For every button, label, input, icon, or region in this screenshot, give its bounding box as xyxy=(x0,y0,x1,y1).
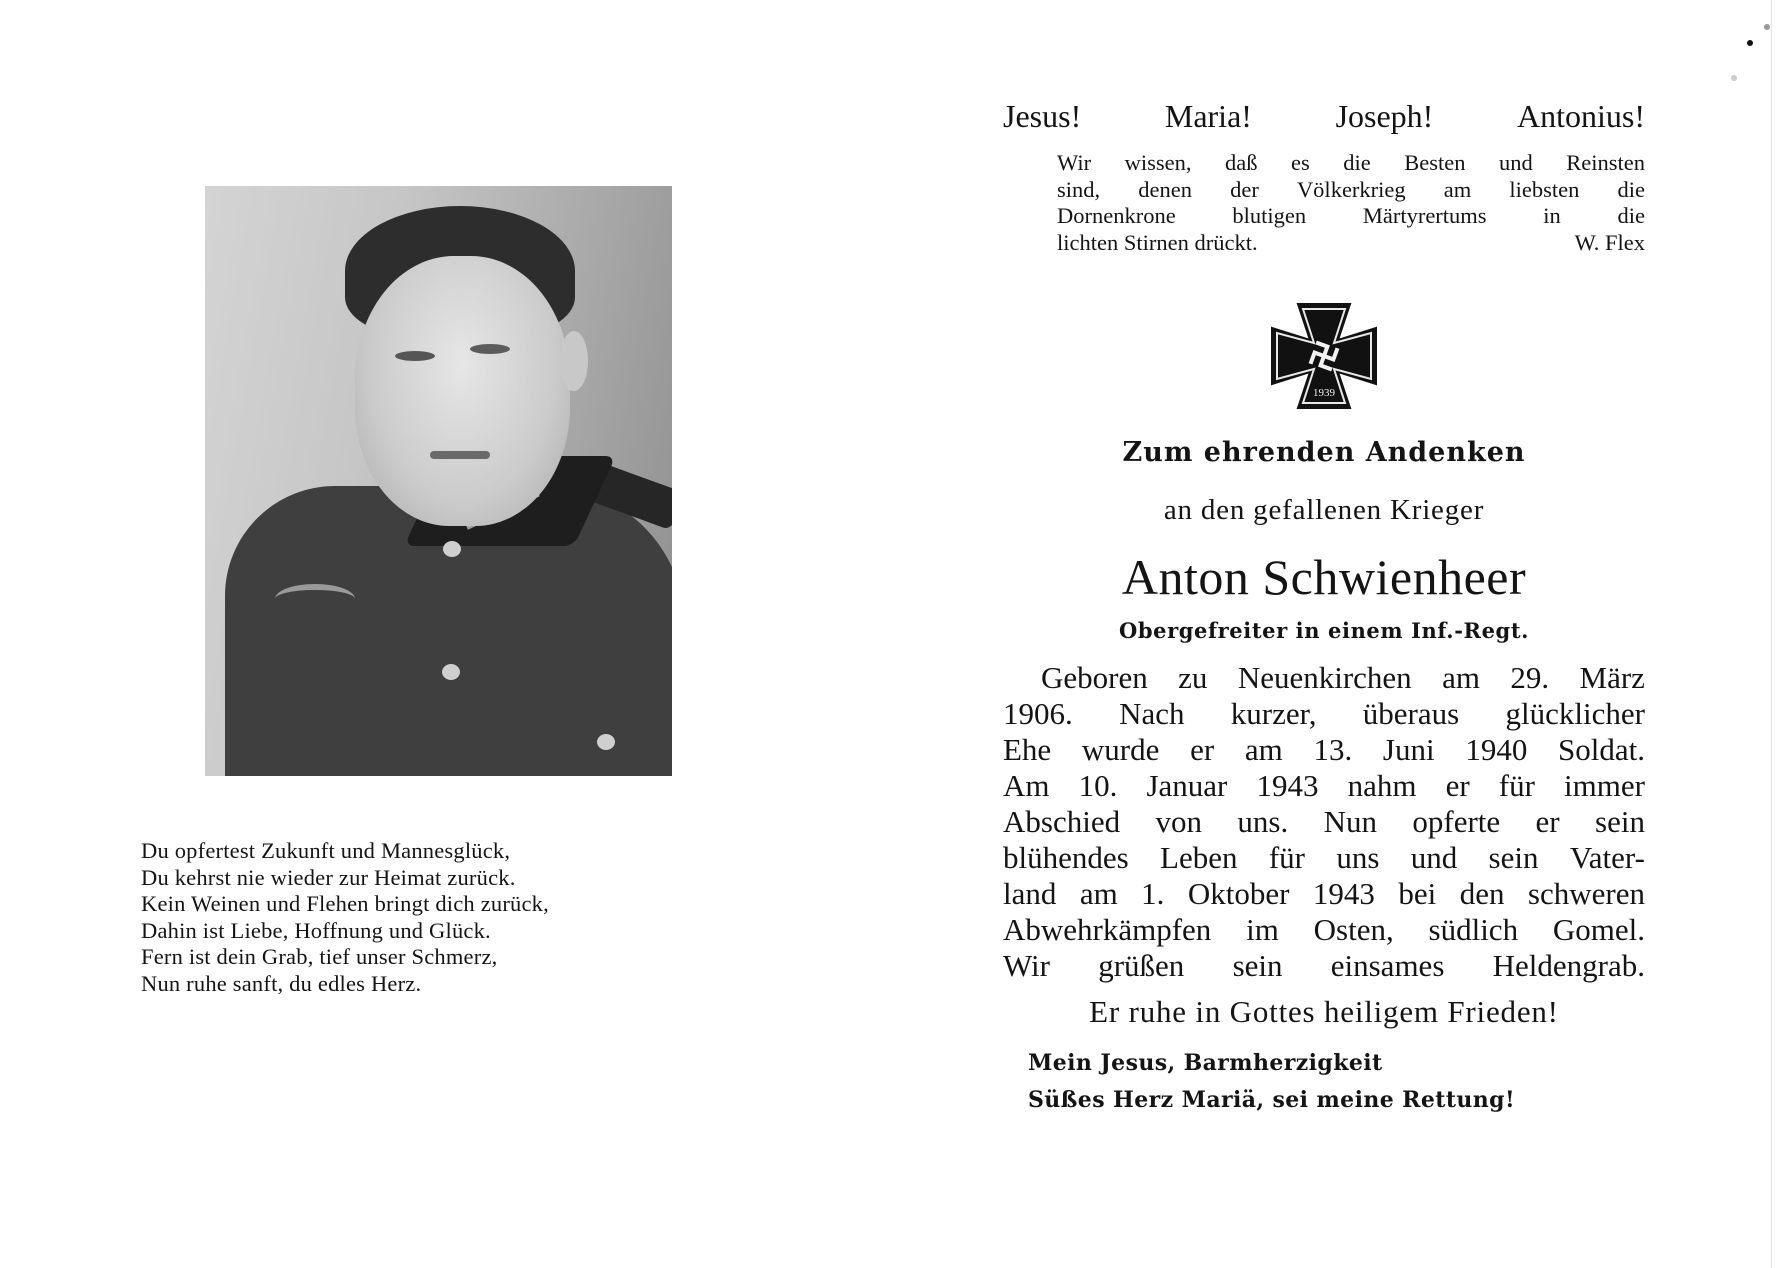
word: am xyxy=(1244,732,1283,767)
memorial-poem xyxy=(141,838,761,998)
poem-line: Nun ruhe sanft, du edles Herz. xyxy=(141,970,422,996)
biography xyxy=(1003,660,1645,984)
word: Januar xyxy=(1146,768,1228,803)
word: sein xyxy=(1595,804,1645,839)
word: 10. xyxy=(1078,768,1118,803)
word: die xyxy=(1617,176,1645,202)
quote-last-line: lichten Stirnen drückt. xyxy=(1057,229,1258,255)
biography-line xyxy=(1003,768,1645,804)
word: am xyxy=(1079,876,1118,911)
word: Leben xyxy=(1160,840,1238,875)
word: denen xyxy=(1138,176,1192,202)
word: der xyxy=(1230,176,1259,202)
word: 1943 xyxy=(1256,768,1319,803)
ink-speck xyxy=(1764,24,1770,30)
word: uns xyxy=(1336,840,1380,875)
word: 1940 xyxy=(1465,732,1528,767)
closing-blessing: Er ruhe in Gottes heiligem Frieden! xyxy=(1089,994,1559,1029)
word: Ehe xyxy=(1003,732,1052,767)
invocation-word: Antonius! xyxy=(1516,98,1645,134)
word: Besten xyxy=(1404,150,1466,175)
tunic-button xyxy=(597,734,615,750)
soldier-portrait-photo xyxy=(205,186,672,776)
word: 29. xyxy=(1510,660,1550,695)
military-rank: Obergefreiter in einem Inf.-Regt. xyxy=(1118,618,1530,643)
poem-line: Du kehrst nie wieder zur Heimat zurück. xyxy=(141,864,516,890)
poem-line: Dahin ist Liebe, Hoffnung und Glück. xyxy=(141,917,491,943)
page-edge xyxy=(1771,0,1772,1268)
quote-line xyxy=(1057,230,1645,257)
word: Nach xyxy=(1119,696,1185,731)
word: für xyxy=(1268,840,1305,875)
word: uns. xyxy=(1237,804,1289,839)
mouth xyxy=(430,451,490,459)
word: Gomel. xyxy=(1552,912,1645,947)
word: wissen, xyxy=(1124,150,1192,175)
eye-right xyxy=(470,344,510,354)
word: er xyxy=(1445,768,1470,803)
prayer-line: Mein Jesus, Barmherzigkeit xyxy=(1028,1050,1383,1076)
tunic-button xyxy=(442,664,460,680)
breast-eagle-insignia xyxy=(275,584,355,614)
word: im xyxy=(1246,912,1279,947)
word: Juni xyxy=(1382,732,1435,767)
word: sein xyxy=(1488,840,1539,875)
word: südlich xyxy=(1428,912,1519,947)
word: wurde xyxy=(1081,732,1160,767)
word: Neuenkirchen xyxy=(1237,660,1412,695)
cross-year: 1939 xyxy=(1313,387,1335,399)
iron-cross-icon xyxy=(1268,300,1380,412)
word: Am xyxy=(1003,768,1050,803)
word: glücklicher xyxy=(1505,696,1645,731)
deceased-name: Anton Schwienheer xyxy=(1121,549,1527,605)
word: den xyxy=(1459,876,1505,911)
biography-line xyxy=(1003,696,1645,732)
word: Vater- xyxy=(1569,840,1645,875)
word: Abschied xyxy=(1003,804,1121,839)
word: Reinsten xyxy=(1566,150,1645,175)
word: Soldat. xyxy=(1558,732,1645,767)
word: immer xyxy=(1564,768,1645,803)
word: Heldengrab. xyxy=(1492,948,1645,983)
word: sein xyxy=(1232,948,1283,983)
word: zu xyxy=(1178,660,1208,695)
biography-line xyxy=(1003,660,1645,696)
word: am xyxy=(1443,176,1472,202)
word: er xyxy=(1190,732,1215,767)
biography-line xyxy=(1003,948,1645,984)
word: Dornenkrone xyxy=(1057,203,1176,228)
ink-speck xyxy=(1747,40,1753,46)
flex-quote xyxy=(1057,150,1645,256)
prayers xyxy=(1028,1045,1628,1119)
word: Nun xyxy=(1323,804,1377,839)
poem-line: Du opfertest Zukunft und Mannesglück, xyxy=(141,838,511,863)
quote-line xyxy=(1057,150,1645,177)
word: 13. xyxy=(1313,732,1353,767)
word: es xyxy=(1290,150,1310,175)
memorial-subheading: an den gefallenen Krieger xyxy=(1163,494,1485,526)
prayer-line: Süßes Herz Mariä, sei meine Rettung! xyxy=(1028,1087,1516,1113)
word: einsames xyxy=(1330,948,1445,983)
word: sind, xyxy=(1057,176,1101,202)
word: 1943 xyxy=(1312,876,1375,911)
memorial-heading: Zum ehrenden Andenken xyxy=(1122,437,1526,468)
word: in xyxy=(1543,203,1561,228)
face xyxy=(355,256,570,526)
word: schweren xyxy=(1527,876,1645,911)
ink-speck xyxy=(1731,75,1737,81)
word: grüßen xyxy=(1098,948,1185,983)
word: opferte xyxy=(1412,804,1501,839)
word: daß xyxy=(1224,150,1258,175)
word: bei xyxy=(1398,876,1437,911)
biography-line xyxy=(1003,912,1645,948)
word: kurzer, xyxy=(1230,696,1317,731)
word: für xyxy=(1498,768,1535,803)
word: Märtyrertums xyxy=(1362,203,1487,228)
word: er xyxy=(1535,804,1560,839)
word: überaus xyxy=(1362,696,1460,731)
invocation-word: Jesus! xyxy=(1003,98,1082,134)
word: am xyxy=(1442,660,1480,695)
iron-cross-emblem xyxy=(1268,300,1380,412)
word: und xyxy=(1498,150,1533,175)
word: die xyxy=(1617,203,1645,228)
word: land xyxy=(1003,876,1057,911)
biography-line xyxy=(1003,876,1645,912)
word: von xyxy=(1155,804,1202,839)
word: Geboren xyxy=(1041,660,1148,695)
word: und xyxy=(1410,840,1458,875)
word: 1. xyxy=(1141,876,1165,911)
word: März xyxy=(1579,660,1645,695)
word: 1906. xyxy=(1003,696,1073,731)
word: nahm xyxy=(1347,768,1417,803)
tunic-button xyxy=(443,541,461,557)
word: Oktober xyxy=(1187,876,1290,911)
biography-line xyxy=(1003,804,1645,840)
word: die xyxy=(1343,150,1371,175)
quote-line xyxy=(1057,177,1645,204)
word: Wir xyxy=(1057,150,1092,175)
invocation-line xyxy=(1003,96,1645,136)
word: Abwehrkämpfen xyxy=(1003,912,1212,947)
invocation-word: Maria! xyxy=(1164,98,1252,134)
poem-line: Fern ist dein Grab, tief unser Schmerz, xyxy=(141,944,498,970)
poem-line: Kein Weinen und Flehen bringt dich zurück, xyxy=(141,891,549,917)
quote-author: W. Flex xyxy=(1574,229,1645,255)
quote-line xyxy=(1057,203,1645,230)
biography-line xyxy=(1003,840,1645,876)
word: liebsten xyxy=(1509,176,1580,202)
word: Völkerkrieg xyxy=(1296,176,1406,202)
word: Wir xyxy=(1003,948,1050,983)
ear xyxy=(560,331,588,391)
word: blühendes xyxy=(1003,840,1129,875)
biography-line xyxy=(1003,732,1645,768)
eye-left xyxy=(395,351,435,361)
word: blutigen xyxy=(1232,203,1307,228)
invocation-word: Joseph! xyxy=(1335,98,1434,134)
word: Osten, xyxy=(1313,912,1394,947)
